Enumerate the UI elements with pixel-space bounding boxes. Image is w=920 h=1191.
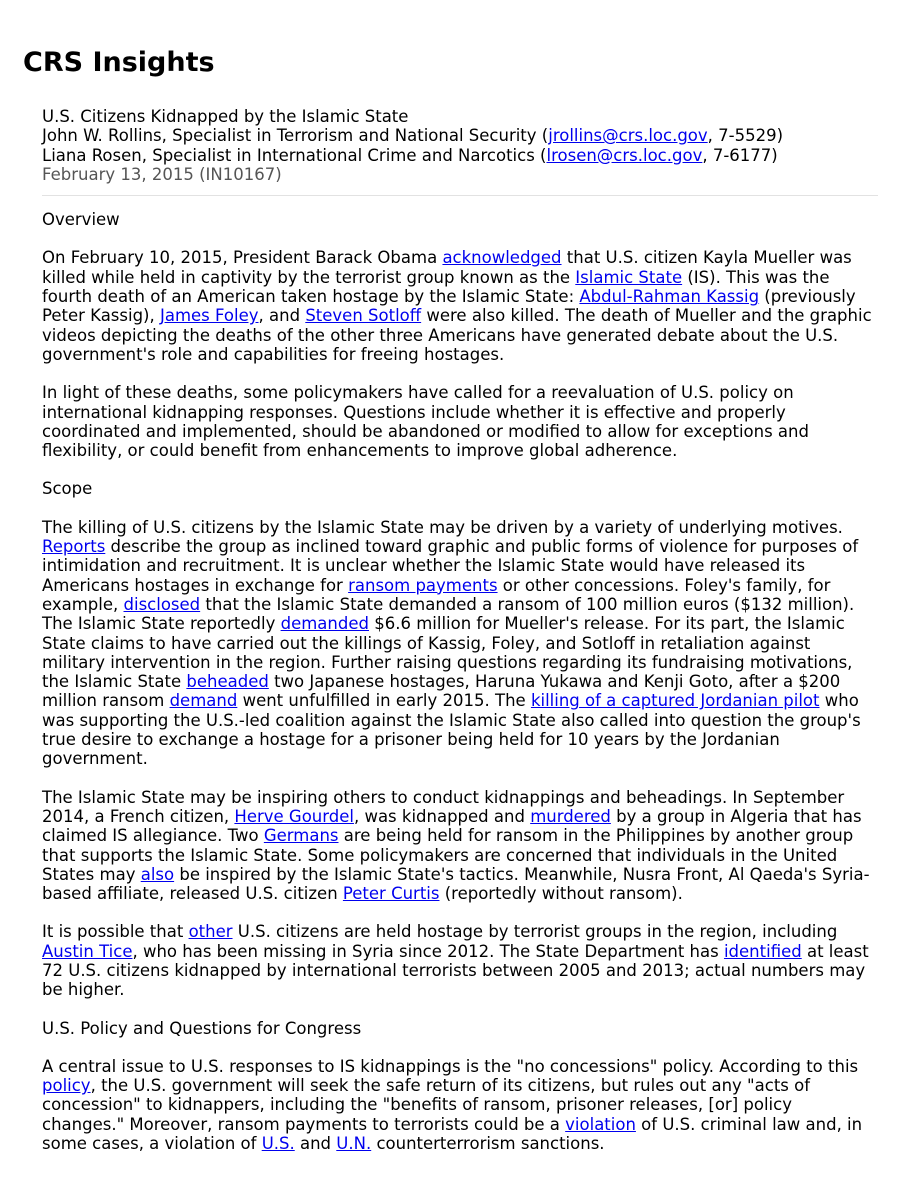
- link-abdul-rahman-kassig[interactable]: Abdul-Rahman Kassig: [579, 287, 760, 307]
- section-scope: [42, 479, 878, 999]
- email-link-rollins[interactable]: jrollins@crs.loc.gov: [548, 126, 708, 146]
- link-un-sanctions[interactable]: U.N.: [336, 1134, 372, 1154]
- link-herve-gourdel[interactable]: Herve Gourdel: [234, 806, 354, 826]
- link-germans[interactable]: Germans: [263, 826, 339, 846]
- link-ransom-payments[interactable]: ransom payments: [348, 575, 498, 595]
- email-link-rosen[interactable]: lrosen@crs.loc.gov: [546, 145, 703, 165]
- link-identified[interactable]: identified: [723, 941, 802, 961]
- link-violation[interactable]: violation: [565, 1114, 636, 1134]
- link-disclosed[interactable]: disclosed: [123, 594, 201, 614]
- scope-paragraph-1: The killing of U.S. citizens by the Islamic State may be driven by a variety of underlying motives. Reports describe the group as inclined toward graphic and public forms of violence for purposes of intimidation and recruitment. It is unclear whether the Islamic State would have released its Americans hostages in exchange for ransom payments or other concessions. Foley's family, for example, disclosed that the Islamic State demanded a ransom of 100 million euros ($132 million). The Islamic State reportedly demanded $6.6 million for Mueller's release. For its part, the Islamic State claims to have carried out the killings of Kassig, Foley, and Sotloff in retaliation against military intervention in the region. Further raising questions regarding its fundraising motivations, the Islamic State beheaded two Japanese hostages, Haruna Yukawa and Kenji Goto, after a $200 million ransom demand went unfulfilled in early 2015. The killing of a captured Jordanian pilot who was supporting the U.S.-led coalition against the Islamic State also called into question the group's true desire to exchange a hostage for a prisoner being held for 10 years by the Jordanian government.: [42, 517, 861, 769]
- link-james-foley[interactable]: James Foley: [159, 306, 259, 326]
- link-policy[interactable]: policy: [42, 1076, 91, 1096]
- section-policy: [42, 1019, 878, 1154]
- link-austin-tice[interactable]: Austin Tice: [42, 941, 133, 961]
- policy-paragraph-1: A central issue to U.S. responses to IS kidnappings is the "no concessions" policy. According to this policy, the U.S. government will seek the safe return of its citizens, but rules out any "acts of concession" to kidnappers, including the "benefits of ransom, prisoner releases, [or] policy changes." Moreover, ransom payments to terrorists could be a violation of U.S. criminal law and, in some cases, a violation of U.S. and U.N. counterterrorism sanctions.: [42, 1056, 863, 1154]
- author-line-rollins: John W. Rollins, Specialist in Terrorism and National Security (jrollins@crs.loc.gov, 7-5529): [42, 126, 784, 146]
- page-title: CRS Insights: [23, 47, 215, 78]
- overview-paragraph-2: In light of these deaths, some policymakers have called for a reevaluation of U.S. policy on international kidnapping responses. Questions include whether it is effective and properly coordinated and implemented, should be abandoned or modified to allow for exceptions and flexibility, or could benefit from enhancements to improve global adherence.: [42, 383, 809, 461]
- scope-paragraph-2: The Islamic State may be inspiring others to conduct kidnappings and beheadings. In September 2014, a French citizen, Herve Gourdel, was kidnapped and murdered by a group in Algeria that has claimed IS allegiance. Two Germans are being held for ransom in the Philippines by another group that supports the Islamic State. Some policymakers are concerned that individuals in the United States may also be inspired by the Islamic State's tactics. Meanwhile, Nusra Front, Al Qaeda's Syria-based affiliate, released U.S. citizen Peter Curtis (reportedly without ransom).: [42, 787, 870, 904]
- link-peter-curtis[interactable]: Peter Curtis: [342, 884, 440, 904]
- link-acknowledged[interactable]: acknowledged: [442, 248, 562, 268]
- link-us-sanctions[interactable]: U.S.: [261, 1134, 295, 1154]
- link-other[interactable]: other: [188, 922, 233, 942]
- report-date: February 13, 2015 (IN10167): [42, 164, 282, 184]
- report-header: [42, 107, 878, 184]
- link-islamic-state[interactable]: Islamic State: [575, 267, 683, 287]
- link-beheaded[interactable]: beheaded: [186, 672, 269, 692]
- header-divider: [42, 195, 878, 196]
- link-demanded[interactable]: demanded: [280, 614, 369, 634]
- section-heading-scope: Scope: [42, 479, 93, 499]
- link-steven-sotloff[interactable]: Steven Sotloff: [305, 306, 422, 326]
- link-demand[interactable]: demand: [169, 691, 238, 711]
- article: [42, 107, 878, 1172]
- section-heading-policy: U.S. Policy and Questions for Congress: [42, 1018, 362, 1038]
- author-line-rosen: Liana Rosen, Specialist in International Crime and Narcotics (lrosen@crs.loc.gov, 7-6177): [42, 145, 778, 165]
- link-also[interactable]: also: [140, 864, 175, 884]
- link-murdered[interactable]: murdered: [530, 806, 611, 826]
- report-title: U.S. Citizens Kidnapped by the Islamic State: [42, 107, 409, 126]
- section-heading-overview: Overview: [42, 210, 120, 230]
- link-killing-of-jordanian-pilot[interactable]: killing of a captured Jordanian pilot: [530, 691, 820, 711]
- overview-paragraph-1: On February 10, 2015, President Barack Obama acknowledged that U.S. citizen Kayla Mueller was killed while held in captivity by the terrorist group known as the Islamic State (IS). This was the fourth death of an American taken hostage by the Islamic State: Abdul-Rahman Kassig (previously Peter Kassig), James Foley, and Steven Sotloff were also killed. The death of Mueller and the graphic videos depicting the deaths of the other three Americans have generated debate about the U.S. government's role and capabilities for freeing hostages.: [42, 248, 872, 364]
- scope-paragraph-3: It is possible that other U.S. citizens are held hostage by terrorist groups in the region, including Austin Tice, who has been missing in Syria since 2012. The State Department has identified at least 72 U.S. citizens kidnapped by international terrorists between 2005 and 2013; actual numbers may be higher.: [42, 922, 869, 1000]
- link-reports[interactable]: Reports: [42, 537, 106, 557]
- section-overview: [42, 210, 878, 460]
